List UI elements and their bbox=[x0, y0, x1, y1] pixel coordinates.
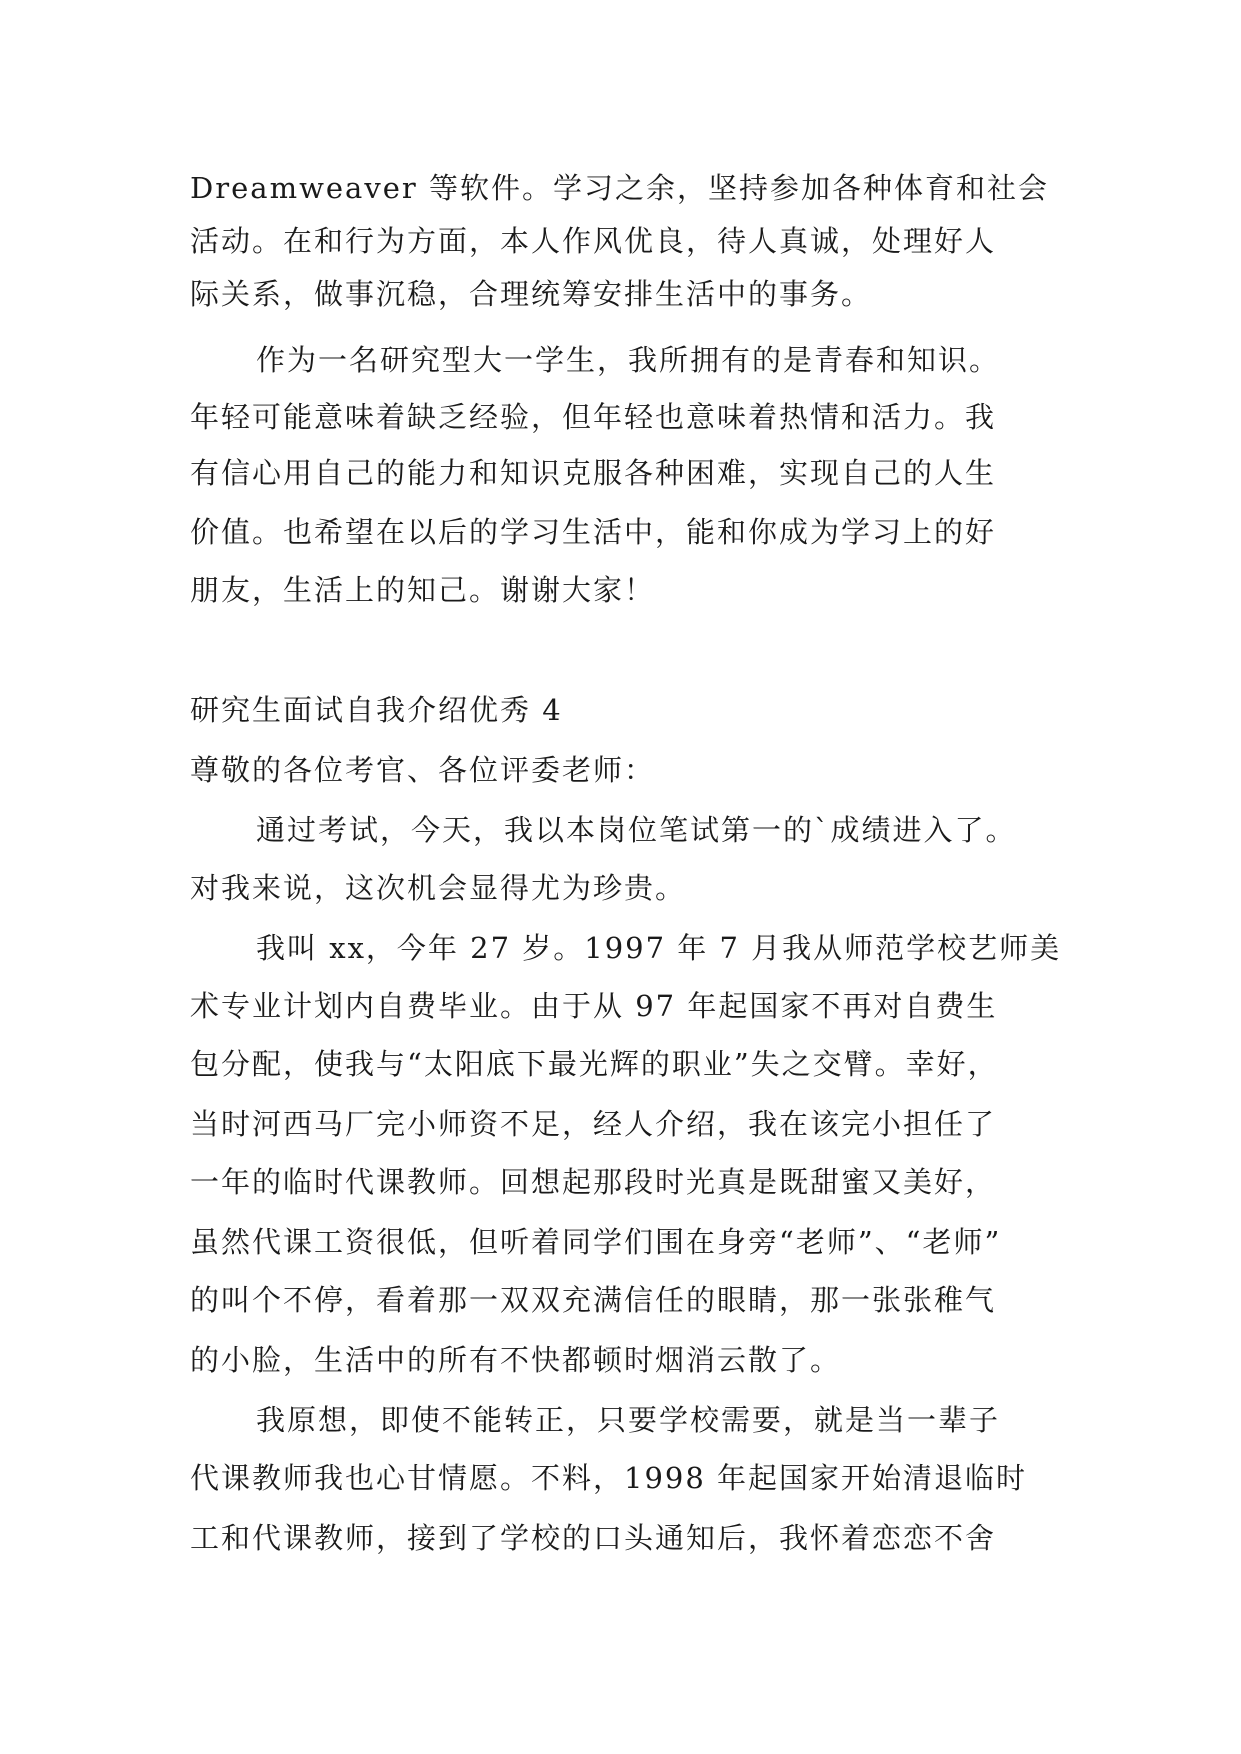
text-line: 包分配，使我与“太阳底下最光辉的职业”失之交臂。幸好， bbox=[190, 1047, 999, 1081]
section-title: 研究生面试自我介绍优秀 4 bbox=[190, 693, 563, 727]
paragraph-first-line: 作为一名研究型大一学生，我所拥有的是青春和知识。 bbox=[256, 343, 1001, 377]
salutation: 尊敬的各位考官、各位评委老师： bbox=[190, 753, 656, 787]
paragraph-first-line: 我原想，即使不能转正，只要学校需要，就是当一辈子 bbox=[256, 1403, 1001, 1437]
text-line: 年轻可能意味着缺乏经验，但年轻也意味着热情和活力。我 bbox=[190, 400, 997, 434]
text-line: 价值。也希望在以后的学习生活中，能和你成为学习上的好 bbox=[190, 515, 997, 549]
text-line: 对我来说，这次机会显得尤为珍贵。 bbox=[190, 871, 687, 905]
text-line: 有信心用自己的能力和知识克服各种困难，实现自己的人生 bbox=[190, 456, 997, 490]
text-line: 际关系，做事沉稳，合理统筹安排生活中的事务。 bbox=[190, 277, 873, 311]
text-line: 虽然代课工资很低，但听着同学们围在身旁“老师”、“老师” bbox=[190, 1225, 1002, 1259]
text-line: 活动。在和行为方面，本人作风优良，待人真诚，处理好人 bbox=[190, 224, 997, 258]
text-line: 的叫个不停，看着那一双双充满信任的眼睛，那一张张稚气 bbox=[190, 1283, 997, 1317]
text-line: 一年的临时代课教师。回想起那段时光真是既甜蜜又美好， bbox=[190, 1165, 997, 1199]
text-line: 代课教师我也心甘情愿。不料，1998 年起国家开始清退临时 bbox=[190, 1461, 1028, 1495]
text-line: 的小脸，生活中的所有不快都顿时烟消云散了。 bbox=[190, 1343, 842, 1377]
text-line: 朋友，生活上的知己。谢谢大家！ bbox=[190, 573, 656, 607]
paragraph-first-line: 我叫 xx，今年 27 岁。1997 年 7 月我从师范学校艺师美 bbox=[256, 931, 1062, 965]
text-line: 工和代课教师，接到了学校的口头通知后，我怀着恋恋不舍 bbox=[190, 1521, 997, 1555]
text-line: 当时河西马厂完小师资不足，经人介绍，我在该完小担任了 bbox=[190, 1107, 997, 1141]
paragraph-first-line: 通过考试，今天，我以本岗位笔试第一的`成绩进入了。 bbox=[256, 813, 1017, 847]
text-line: 术专业计划内自费毕业。由于从 97 年起国家不再对自费生 bbox=[190, 989, 998, 1023]
text-line: Dreamweaver 等软件。学习之余，坚持参加各种体育和社会 bbox=[190, 171, 1049, 205]
